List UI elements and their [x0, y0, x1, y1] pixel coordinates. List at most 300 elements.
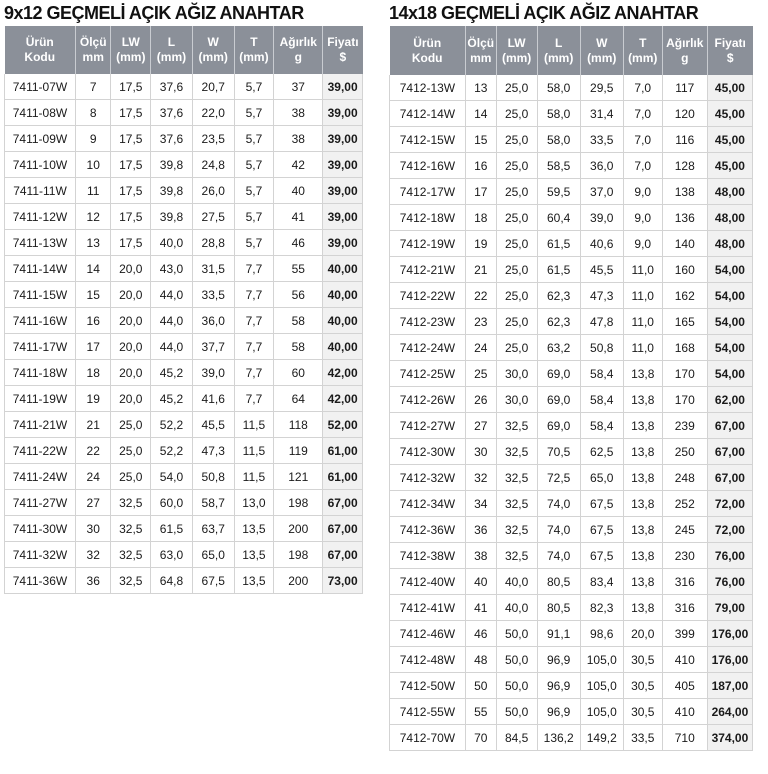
cell-thickness: 13,5	[234, 542, 274, 568]
cell-product-code: 7412-70W	[390, 725, 466, 751]
cell-lw: 17,5	[111, 74, 151, 100]
cell-product-code: 7412-40W	[390, 569, 466, 595]
cell-price: 40,00	[323, 308, 363, 334]
table-row	[390, 517, 753, 543]
header-unit: (mm)	[501, 50, 532, 65]
cell-price: 176,00	[707, 621, 752, 647]
table-row	[5, 360, 363, 386]
cell-weight: 230	[662, 543, 707, 569]
cell-length: 62,3	[537, 309, 580, 335]
cell-width: 83,4	[580, 569, 623, 595]
cell-length: 39,8	[151, 178, 193, 204]
cell-thickness: 7,7	[234, 308, 274, 334]
cell-length: 40,0	[151, 230, 193, 256]
cell-thickness: 5,7	[234, 152, 274, 178]
cell-length: 44,0	[151, 308, 193, 334]
cell-product-code: 7412-22W	[390, 283, 466, 309]
cell-price: 61,00	[323, 464, 363, 490]
cell-weight: 399	[662, 621, 707, 647]
header-label: Ölçü	[467, 35, 495, 50]
cell-size: 21	[75, 412, 110, 438]
cell-width: 47,8	[580, 309, 623, 335]
table-row	[390, 335, 753, 361]
cell-product-code: 7412-21W	[390, 257, 466, 283]
cell-lw: 50,0	[496, 673, 537, 699]
cell-weight: 170	[662, 387, 707, 413]
cell-width: 67,5	[580, 491, 623, 517]
cell-size: 18	[75, 360, 110, 386]
cell-width: 63,7	[192, 516, 234, 542]
cell-product-code: 7412-55W	[390, 699, 466, 725]
cell-weight: 410	[662, 647, 707, 673]
cell-width: 20,7	[192, 74, 234, 100]
section-title: 9x12 GEÇMELİ AÇIK AĞIZ ANAHTAR	[4, 3, 304, 23]
cell-length: 43,0	[151, 256, 193, 282]
cell-weight: 239	[662, 413, 707, 439]
cell-width: 36,0	[192, 308, 234, 334]
cell-product-code: 7411-13W	[5, 230, 76, 256]
cell-thickness: 13,5	[234, 516, 274, 542]
cell-length: 136,2	[537, 725, 580, 751]
cell-length: 96,9	[537, 647, 580, 673]
cell-price: 67,00	[323, 542, 363, 568]
column-header-thickness	[623, 26, 662, 75]
cell-lw: 25,0	[496, 101, 537, 127]
cell-price: 48,00	[707, 205, 752, 231]
cell-price: 264,00	[707, 699, 752, 725]
cell-price: 374,00	[707, 725, 752, 751]
table-row	[5, 152, 363, 178]
cell-length: 52,2	[151, 438, 193, 464]
cell-thickness: 13,8	[623, 361, 662, 387]
table-row	[5, 568, 363, 594]
cell-price: 72,00	[707, 491, 752, 517]
cell-lw: 17,5	[111, 204, 151, 230]
cell-lw: 20,0	[111, 360, 151, 386]
cell-width: 105,0	[580, 647, 623, 673]
cell-lw: 25,0	[496, 179, 537, 205]
cell-length: 80,5	[537, 569, 580, 595]
column-header-price	[707, 26, 752, 75]
cell-width: 33,5	[192, 282, 234, 308]
cell-weight: 140	[662, 231, 707, 257]
cell-thickness: 13,8	[623, 595, 662, 621]
cell-price: 39,00	[323, 152, 363, 178]
cell-weight: 245	[662, 517, 707, 543]
cell-width: 23,5	[192, 126, 234, 152]
cell-product-code: 7411-16W	[5, 308, 76, 334]
header-unit: Kodu	[24, 50, 56, 64]
header-unit: (mm)	[587, 50, 617, 65]
cell-size: 48	[465, 647, 496, 673]
cell-width: 40,6	[580, 231, 623, 257]
header-label: Fiyatı	[714, 35, 746, 50]
table-row	[390, 205, 753, 231]
cell-length: 58,0	[537, 101, 580, 127]
header-unit: (mm)	[198, 50, 228, 64]
cell-weight: 128	[662, 153, 707, 179]
column-header-product-code	[5, 26, 76, 74]
cell-size: 10	[75, 152, 110, 178]
cell-thickness: 13,8	[623, 517, 662, 543]
cell-width: 31,5	[192, 256, 234, 282]
cell-length: 61,5	[537, 257, 580, 283]
cell-lw: 25,0	[496, 335, 537, 361]
cell-length: 60,4	[537, 205, 580, 231]
table-row	[390, 673, 753, 699]
cell-length: 58,0	[537, 75, 580, 101]
table-row	[390, 283, 753, 309]
cell-thickness: 11,5	[234, 438, 274, 464]
cell-price: 40,00	[323, 334, 363, 360]
cell-price: 79,00	[707, 595, 752, 621]
cell-thickness: 5,7	[234, 126, 274, 152]
cell-thickness: 5,7	[234, 204, 274, 230]
cell-lw: 20,0	[111, 334, 151, 360]
cell-lw: 25,0	[496, 153, 537, 179]
cell-thickness: 13,8	[623, 439, 662, 465]
cell-length: 39,8	[151, 204, 193, 230]
cell-size: 16	[75, 308, 110, 334]
cell-lw: 32,5	[111, 516, 151, 542]
cell-length: 61,5	[537, 231, 580, 257]
cell-size: 14	[465, 101, 496, 127]
table-row	[390, 257, 753, 283]
table-row	[390, 413, 753, 439]
cell-product-code: 7412-25W	[390, 361, 466, 387]
header-row	[5, 26, 363, 74]
cell-product-code: 7412-32W	[390, 465, 466, 491]
header-unit: (mm)	[156, 50, 187, 64]
cell-width: 36,0	[580, 153, 623, 179]
cell-lw: 25,0	[496, 309, 537, 335]
cell-lw: 84,5	[496, 725, 537, 751]
cell-product-code: 7411-14W	[5, 256, 76, 282]
cell-price: 42,00	[323, 386, 363, 412]
header-unit: (mm)	[544, 50, 574, 65]
cell-price: 76,00	[707, 569, 752, 595]
cell-lw: 30,0	[496, 361, 537, 387]
cell-product-code: 7412-30W	[390, 439, 466, 465]
cell-product-code: 7412-27W	[390, 413, 466, 439]
cell-price: 45,00	[707, 153, 752, 179]
cell-product-code: 7412-46W	[390, 621, 466, 647]
cell-weight: 56	[274, 282, 323, 308]
cell-length: 58,0	[537, 127, 580, 153]
cell-width: 50,8	[192, 464, 234, 490]
column-header-product-code	[390, 26, 466, 75]
cell-thickness: 13,8	[623, 569, 662, 595]
cell-lw: 50,0	[496, 621, 537, 647]
cell-weight: 160	[662, 257, 707, 283]
table-row	[390, 439, 753, 465]
cell-price: 72,00	[707, 517, 752, 543]
cell-product-code: 7412-17W	[390, 179, 466, 205]
cell-size: 8	[75, 100, 110, 126]
column-header-length	[537, 26, 580, 75]
price-table-9x12	[4, 26, 363, 594]
cell-thickness: 30,5	[623, 647, 662, 673]
cell-price: 45,00	[707, 101, 752, 127]
cell-width: 45,5	[192, 412, 234, 438]
cell-width: 105,0	[580, 673, 623, 699]
header-label: T	[250, 35, 258, 49]
cell-lw: 17,5	[111, 152, 151, 178]
table-row	[5, 126, 363, 152]
cell-lw: 40,0	[496, 595, 537, 621]
cell-width: 47,3	[580, 283, 623, 309]
cell-price: 48,00	[707, 179, 752, 205]
cell-weight: 316	[662, 569, 707, 595]
cell-lw: 32,5	[496, 439, 537, 465]
price-table-14x18	[389, 26, 753, 751]
cell-width: 31,4	[580, 101, 623, 127]
cell-thickness: 5,7	[234, 100, 274, 126]
table-row	[390, 569, 753, 595]
cell-weight: 37	[274, 74, 323, 100]
cell-width: 28,8	[192, 230, 234, 256]
cell-price: 52,00	[323, 412, 363, 438]
column-header-thickness	[234, 26, 274, 74]
table-section-14x18	[389, 0, 753, 751]
cell-thickness: 7,7	[234, 282, 274, 308]
cell-length: 37,6	[151, 126, 193, 152]
cell-lw: 32,5	[496, 491, 537, 517]
cell-thickness: 5,7	[234, 178, 274, 204]
table-section-9x12	[4, 0, 363, 594]
cell-size: 23	[465, 309, 496, 335]
cell-size: 12	[75, 204, 110, 230]
cell-thickness: 13,8	[623, 491, 662, 517]
cell-price: 39,00	[323, 178, 363, 204]
cell-lw: 50,0	[496, 647, 537, 673]
header-label: Ağırlık	[666, 35, 704, 50]
column-header-width	[580, 26, 623, 75]
table-row	[390, 75, 753, 101]
cell-size: 24	[465, 335, 496, 361]
header-label: LW	[507, 35, 526, 50]
table-row	[5, 542, 363, 568]
table-row	[390, 647, 753, 673]
cell-width: 33,5	[580, 127, 623, 153]
cell-width: 39,0	[580, 205, 623, 231]
cell-length: 69,0	[537, 413, 580, 439]
cell-weight: 64	[274, 386, 323, 412]
cell-price: 39,00	[323, 126, 363, 152]
header-label: W	[207, 35, 219, 49]
cell-length: 39,8	[151, 152, 193, 178]
cell-length: 91,1	[537, 621, 580, 647]
cell-size: 32	[465, 465, 496, 491]
cell-price: 48,00	[707, 231, 752, 257]
table-row	[5, 464, 363, 490]
section-title: 14x18 GEÇMELİ AÇIK AĞIZ ANAHTAR	[389, 3, 699, 23]
cell-lw: 25,0	[111, 438, 151, 464]
cell-weight: 58	[274, 308, 323, 334]
table-row	[390, 543, 753, 569]
cell-thickness: 13,8	[623, 465, 662, 491]
table-row	[390, 127, 753, 153]
header-label: Ağırlık	[279, 35, 317, 49]
cell-width: 37,0	[580, 179, 623, 205]
cell-weight: 60	[274, 360, 323, 386]
cell-price: 39,00	[323, 100, 363, 126]
cell-product-code: 7411-12W	[5, 204, 76, 230]
table-row	[5, 74, 363, 100]
cell-weight: 198	[274, 542, 323, 568]
column-header-size	[75, 26, 110, 74]
cell-width: 98,6	[580, 621, 623, 647]
cell-price: 40,00	[323, 256, 363, 282]
cell-length: 45,2	[151, 360, 193, 386]
header-unit: $	[339, 50, 347, 64]
table-row	[390, 491, 753, 517]
cell-size: 46	[465, 621, 496, 647]
cell-width: 29,5	[580, 75, 623, 101]
cell-size: 36	[465, 517, 496, 543]
cell-thickness: 5,7	[234, 230, 274, 256]
cell-thickness: 7,0	[623, 127, 662, 153]
cell-thickness: 20,0	[623, 621, 662, 647]
cell-lw: 25,0	[496, 75, 537, 101]
cell-width: 62,5	[580, 439, 623, 465]
cell-price: 67,00	[323, 516, 363, 542]
header-label: Ürün	[413, 35, 442, 50]
cell-product-code: 7412-26W	[390, 387, 466, 413]
table-row	[5, 204, 363, 230]
cell-product-code: 7411-19W	[5, 386, 76, 412]
cell-product-code: 7411-22W	[5, 438, 76, 464]
cell-price: 67,00	[707, 439, 752, 465]
cell-lw: 32,5	[496, 517, 537, 543]
cell-price: 76,00	[707, 543, 752, 569]
cell-thickness: 7,7	[234, 360, 274, 386]
cell-width: 149,2	[580, 725, 623, 751]
cell-length: 62,3	[537, 283, 580, 309]
column-header-weight	[274, 26, 323, 74]
cell-weight: 316	[662, 595, 707, 621]
cell-width: 65,0	[580, 465, 623, 491]
cell-size: 19	[75, 386, 110, 412]
cell-lw: 32,5	[496, 413, 537, 439]
table-row	[5, 282, 363, 308]
header-label: Ürün	[25, 35, 54, 49]
cell-weight: 42	[274, 152, 323, 178]
cell-width: 65,0	[192, 542, 234, 568]
cell-lw: 20,0	[111, 282, 151, 308]
cell-product-code: 7412-19W	[390, 231, 466, 257]
cell-price: 39,00	[323, 230, 363, 256]
cell-price: 39,00	[323, 74, 363, 100]
header-label: Fiyatı	[327, 35, 359, 49]
cell-thickness: 7,0	[623, 75, 662, 101]
cell-lw: 30,0	[496, 387, 537, 413]
cell-size: 30	[465, 439, 496, 465]
cell-price: 54,00	[707, 361, 752, 387]
table-row	[5, 438, 363, 464]
cell-width: 45,5	[580, 257, 623, 283]
cell-width: 58,4	[580, 413, 623, 439]
cell-lw: 17,5	[111, 100, 151, 126]
cell-lw: 25,0	[111, 464, 151, 490]
cell-thickness: 13,0	[234, 490, 274, 516]
cell-thickness: 30,5	[623, 673, 662, 699]
cell-width: 82,3	[580, 595, 623, 621]
cell-lw: 32,5	[111, 490, 151, 516]
cell-length: 80,5	[537, 595, 580, 621]
cell-product-code: 7411-07W	[5, 74, 76, 100]
cell-weight: 136	[662, 205, 707, 231]
cell-thickness: 11,0	[623, 283, 662, 309]
cell-width: 47,3	[192, 438, 234, 464]
cell-product-code: 7411-32W	[5, 542, 76, 568]
cell-weight: 120	[662, 101, 707, 127]
cell-width: 24,8	[192, 152, 234, 178]
cell-product-code: 7411-30W	[5, 516, 76, 542]
cell-size: 55	[465, 699, 496, 725]
cell-price: 39,00	[323, 204, 363, 230]
cell-product-code: 7412-23W	[390, 309, 466, 335]
cell-price: 187,00	[707, 673, 752, 699]
cell-length: 37,6	[151, 74, 193, 100]
cell-width: 26,0	[192, 178, 234, 204]
cell-length: 69,0	[537, 361, 580, 387]
header-unit: (mm)	[239, 50, 269, 64]
cell-width: 27,5	[192, 204, 234, 230]
cell-weight: 38	[274, 100, 323, 126]
cell-size: 7	[75, 74, 110, 100]
cell-length: 63,2	[537, 335, 580, 361]
header-unit: g	[294, 50, 302, 64]
cell-lw: 20,0	[111, 256, 151, 282]
cell-size: 15	[75, 282, 110, 308]
cell-lw: 32,5	[111, 542, 151, 568]
cell-thickness: 11,0	[623, 257, 662, 283]
cell-length: 63,0	[151, 542, 193, 568]
table-row	[390, 231, 753, 257]
cell-weight: 252	[662, 491, 707, 517]
cell-weight: 55	[274, 256, 323, 282]
cell-thickness: 13,8	[623, 387, 662, 413]
cell-length: 60,0	[151, 490, 193, 516]
cell-weight: 58	[274, 334, 323, 360]
cell-weight: 405	[662, 673, 707, 699]
cell-length: 74,0	[537, 517, 580, 543]
cell-size: 70	[465, 725, 496, 751]
cell-product-code: 7411-21W	[5, 412, 76, 438]
cell-product-code: 7412-14W	[390, 101, 466, 127]
cell-size: 21	[465, 257, 496, 283]
cell-thickness: 13,5	[234, 568, 274, 594]
cell-weight: 710	[662, 725, 707, 751]
cell-price: 73,00	[323, 568, 363, 594]
cell-thickness: 7,7	[234, 386, 274, 412]
cell-size: 9	[75, 126, 110, 152]
table-row	[5, 230, 363, 256]
cell-thickness: 9,0	[623, 231, 662, 257]
cell-width: 58,4	[580, 361, 623, 387]
header-unit: $	[726, 50, 734, 65]
table-row	[390, 595, 753, 621]
table-row	[5, 178, 363, 204]
cell-product-code: 7412-24W	[390, 335, 466, 361]
cell-lw: 32,5	[111, 568, 151, 594]
cell-thickness: 7,7	[234, 334, 274, 360]
cell-lw: 25,0	[496, 205, 537, 231]
cell-price: 176,00	[707, 647, 752, 673]
table-row	[390, 699, 753, 725]
cell-width: 39,0	[192, 360, 234, 386]
